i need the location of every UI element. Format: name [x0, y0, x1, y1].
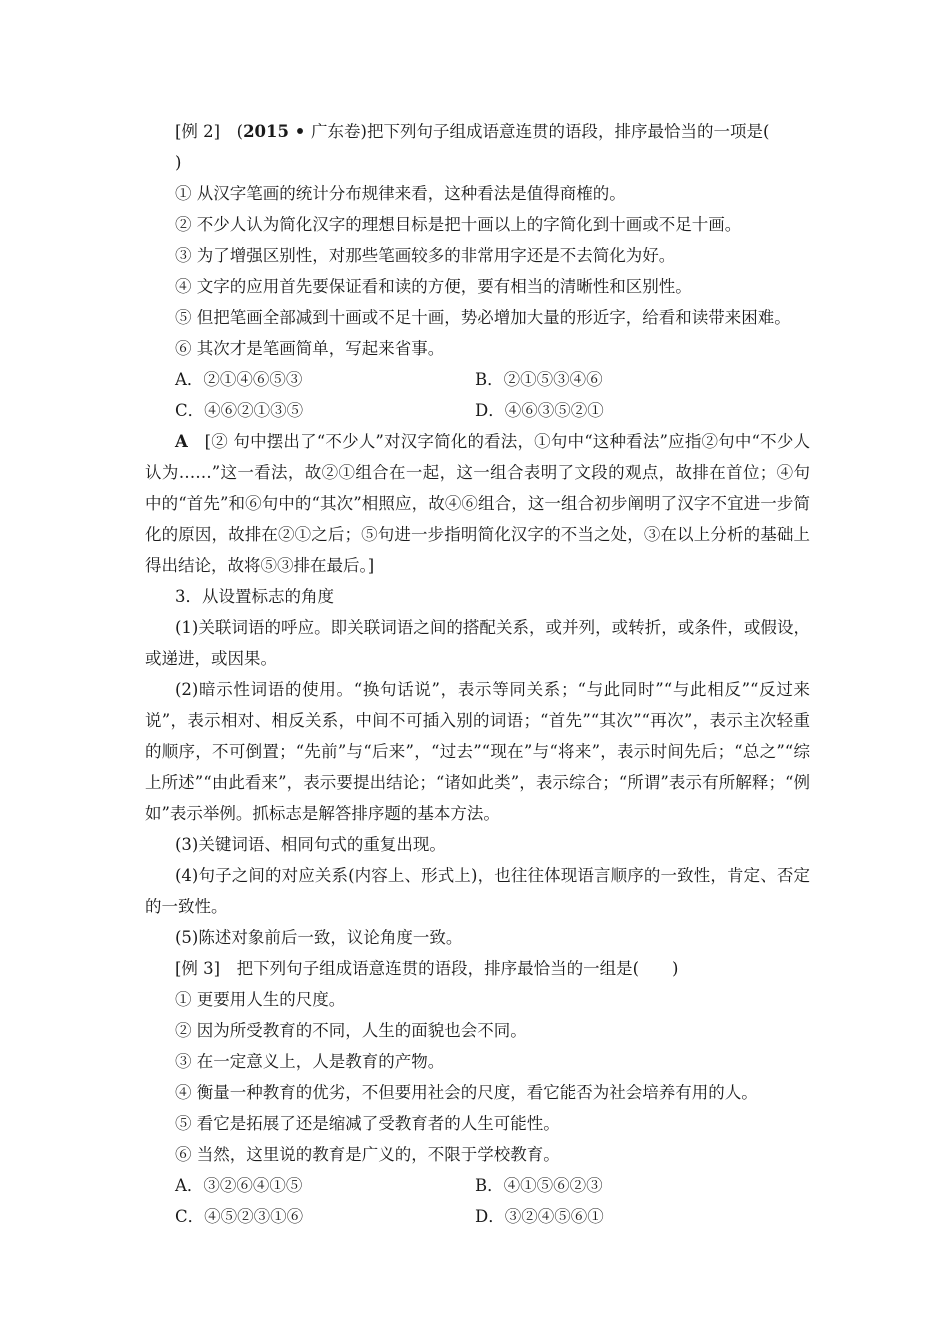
example2-sentence-2: ② 不少人认为简化汉字的理想目标是把十画以上的字简化到十画或不足十画。 [175, 215, 742, 234]
example2-sentence-6: ⑥ 其次才是笔画简单，写起来省事。 [175, 339, 445, 358]
section3-point-1: (1)关联词语的呼应。即关联词语之间的搭配关系，或并列，或转折，或条件，或假设，或递进，或因果。 [145, 618, 810, 668]
example3-options-row-1 [145, 1170, 810, 1201]
example3-options-row-2 [145, 1201, 810, 1232]
example3-option-a: A．③②⑥④①⑤ [175, 1176, 303, 1195]
example3-option-c: C．④⑤②③①⑥ [175, 1207, 304, 1226]
section3-point-5: (5)陈述对象前后一致，议论角度一致。 [175, 928, 463, 947]
example2-sentence-4: ④ 文字的应用首先要保证看和读的方便，要有相当的清晰性和区别性。 [175, 277, 692, 296]
example3-sentence-4: ④ 衡量一种教育的优劣，不但要用社会的尺度，看它能否为社会培养有用的人。 [175, 1083, 758, 1102]
example2-sentence-1: ① 从汉字笔画的统计分布规律来看，这种看法是值得商榷的。 [175, 184, 626, 203]
example2-sentence-3: ③ 为了增强区别性，对那些笔画较多的非常用字还是不去简化为好。 [175, 246, 676, 265]
example3-option-b: B．④①⑤⑥②③ [475, 1176, 603, 1195]
example2-options-row-2 [145, 395, 810, 426]
example2-options-row-1 [145, 364, 810, 395]
example2-option-d: D．④⑥③⑤②① [475, 401, 604, 420]
example3-option-d: D．③②④⑤⑥① [475, 1207, 604, 1226]
example2-title-prefix: [例 2] ( [175, 122, 244, 141]
example2-answer-explanation: [② 句中摆出了“不少人”对汉字简化的看法，①句中“这种看法”应指②句中“不少人认为……”这一看法，故②①组合在一起，这一组合表明了文段的观点，故排在首位；④句中的“首先”和⑥句中的“其次”相照应，故④⑥组合，这一组合初步阐明了汉字不宜进一步简化的原因，故排在②①之后；⑤句进一步指明简化汉字的不当之处，③在以上分析的基础上得出结论，故将⑤③排在最后。] [145, 432, 810, 575]
example2-option-c: C．④⑥②①③⑤ [175, 401, 304, 420]
example3-sentence-6: ⑥ 当然，这里说的教育是广义的，不限于学校教育。 [175, 1145, 560, 1164]
example2-option-a: A．②①④⑥⑤③ [175, 370, 303, 389]
section3-point-3: (3)关键词语、相同句式的重复出现。 [175, 835, 446, 854]
example2-title [145, 116, 810, 178]
example2-title-source: 2015 • [243, 122, 312, 141]
example3-sentence-1: ① 更要用人生的尺度。 [175, 990, 346, 1009]
section3-heading: 3．从设置标志的角度 [175, 587, 334, 606]
example2-title-rest: 广东卷)把下列句子组成语意连贯的语段，排序最恰当的一项是( [311, 122, 770, 141]
example2-sentence-5: ⑤ 但把笔画全部减到十画或不足十画，势必增加大量的形近字，给看和读带来困难。 [175, 308, 791, 327]
document-content [145, 116, 810, 1232]
example3-sentence-2: ② 因为所受教育的不同，人生的面貌也会不同。 [175, 1021, 527, 1040]
section3-point-4: (4)句子之间的对应关系(内容上、形式上)，也往往体现语言顺序的一致性，肯定、否定的一致性。 [145, 866, 810, 916]
section3-point-2: (2)暗示性词语的使用。“换句话说”，表示等同关系；“与此同时”“与此相反”“反过来说”，表示相对、相反关系，中间不可插入别的词语；“首先”“其次”“再次”，表示主次轻重的顺序，不可倒置；“先前”与“后来”，“过去”“现在”与“将来”，表示时间先后；“总之”“综上所述”“由此看来”，表示要提出结论；“诸如此类”，表示综合；“所谓”表示有所解释；“例如”表示举例。抓标志是解答排序题的基本方法。 [145, 680, 810, 823]
example2-answer [145, 426, 810, 581]
example2-option-b: B．②①⑤③④⑥ [475, 370, 603, 389]
example3-sentence-3: ③ 在一定意义上，人是教育的产物。 [175, 1052, 445, 1071]
example3-title: [例 3] 把下列句子组成语意连贯的语段，排序最恰当的一组是( ) [175, 959, 679, 978]
example2-title-end: ) [175, 153, 182, 172]
example3-sentence-5: ⑤ 看它是拓展了还是缩减了受教育者的人生可能性。 [175, 1114, 560, 1133]
example2-answer-letter: A [175, 432, 188, 451]
